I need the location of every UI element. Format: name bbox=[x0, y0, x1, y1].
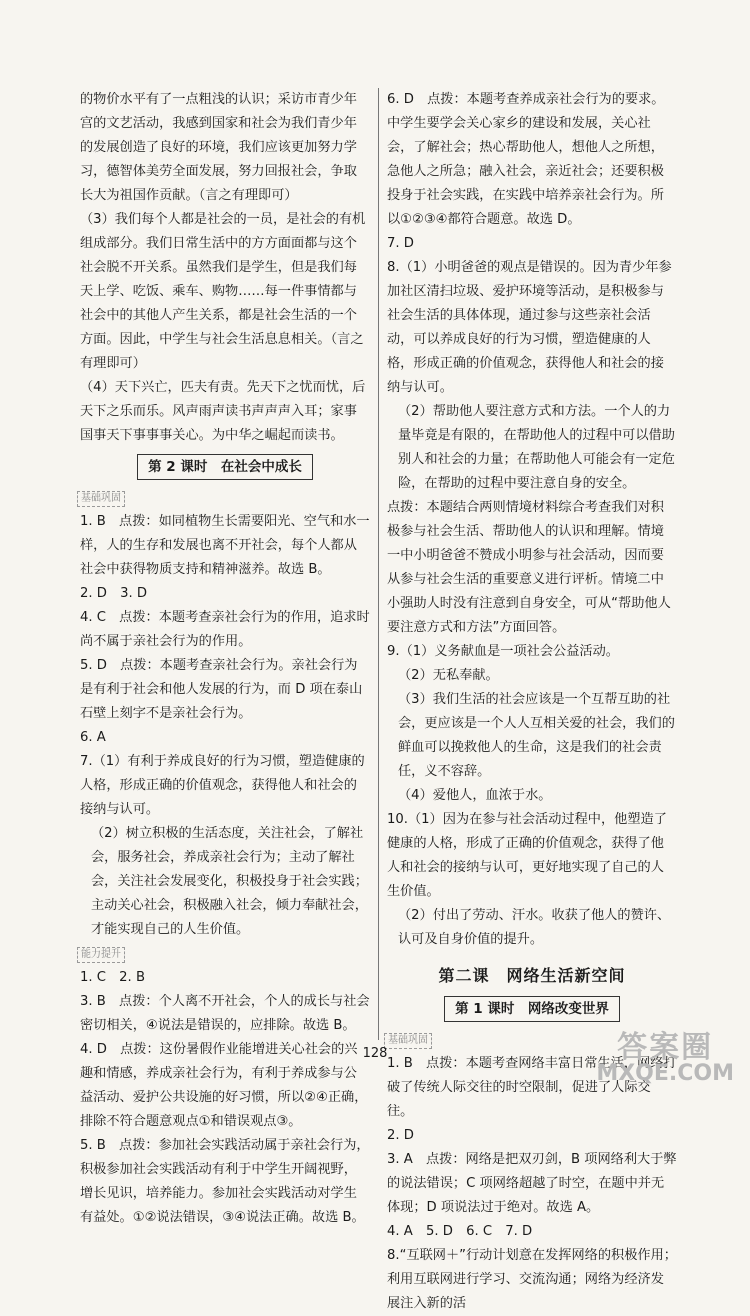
answer-item: 2. D bbox=[387, 1128, 414, 1143]
answer-item: 1. C 2. B bbox=[80, 970, 145, 985]
answer-item: 8.（1）小明爸爸的观点是错误的。因为青少年参加社区清扫垃圾、爱护环境等活动，是积极参与社会生活的具体体现，通过参与这些亲社会活动，可以养成良好的行为习惯，塑造健康的人格，形成正确的价值观念，获得他人和社会的接纳与认可。 bbox=[387, 260, 672, 395]
page-number: 128 bbox=[362, 1046, 388, 1061]
answer-note: 点拨：本题结合两则情境材料综合考查我们对积极参与社会生活、帮助他人的认识和理解。情境一中小明爸爸不赞成小明参与社会活动，因而要从参与社会生活的重要意义进行评析。情境二中小强助人时没有注意到自身安全，可从“帮助他人要注意方式和方法”方面回答。 bbox=[387, 500, 671, 635]
answer-item: 2. D 3. D bbox=[80, 586, 148, 601]
watermark-text: 答案圈 bbox=[617, 1030, 714, 1065]
answer-item: 7. D bbox=[387, 236, 414, 251]
answer-item: 8.“互联网＋”行动计划意在发挥网络的积极作用；利用互联网进行学习、交流沟通；网络为经济发展注入新的活 bbox=[387, 1248, 677, 1311]
continued-answer-3: （3）我们每个人都是社会的一员，是社会的有机组成部分。我们日常生活中的方方面面都与这个社会脱不开关系。虽然我们是学生，但是我们每天上学、吃饭、乘车、购物……每一件事情都与社会中的其他人产生关系，都是社会生活的一个方面。因此，中学生与社会生活息息相关。（言之有理即可） bbox=[80, 212, 366, 371]
answer-item: 9.（1）义务献血是一项社会公益活动。 bbox=[387, 644, 619, 659]
answer-item: 5. D 点拨：本题考查亲社会行为。亲社会行为是有利于社会和他人发展的行为，而 D 项在泰山石壁上刻字不是亲社会行为。 bbox=[80, 658, 363, 721]
answer-item: （2）帮助他人要注意方式和方法。一个人的力量毕竟是有限的，在帮助他人的过程中可以借助别人和社会的力量；在帮助他人可能会有一定危险，在帮助的过程中要注意自身的安全。 bbox=[398, 404, 675, 491]
section-tag-ability: 能力提升 bbox=[77, 947, 125, 963]
continued-answer-4: （4）天下兴亡，匹夫有责。先天下之忧而忧，后天下之乐而乐。风声雨声读书声声声入耳；家事国事天下事事事关心。为中华之崛起而读书。 bbox=[80, 380, 366, 443]
lesson-banner: 第 2 课时 在社会中成长 bbox=[80, 454, 370, 480]
answer-item: 4. A 5. D 6. C 7. D bbox=[387, 1224, 533, 1239]
answer-item: 4. C 点拨：本题考查亲社会行为的作用，追求时尚不属于亲社会行为的作用。 bbox=[80, 610, 370, 649]
continued-answer-1: 的物价水平有了一点粗浅的认识；采访市青少年宫的文艺活动，我感到国家和社会为我们青少年的发展创造了良好的环境，我们应该更加努力学习，德智体美劳全面发展，努力回报社会，争取长大为祖国作贡献。（言之有理即可） bbox=[80, 92, 357, 203]
lesson-banner: 第 1 课时 网络改变世界 bbox=[387, 996, 677, 1022]
answer-item: 10.（1）因为在参与社会活动过程中，他塑造了健康的人格，形成了正确的价值观念，获得了他人和社会的接纳与认可，更好地实现了自己的人生价值。 bbox=[387, 812, 667, 899]
answer-item: 1. B 点拨：本题考查网络丰富日常生活，网络打破了传统人际交往的时空限制，促进了人际交往。 bbox=[387, 1056, 677, 1119]
answer-item: 5. B 点拨：参加社会实践活动属于亲社会行为，积极参加社会实践活动有利于中学生开阔视野，增长见识，培养能力。参加社会实践活动对学生有益处。①②说法错误，③④说法正确。故选 B。 bbox=[80, 1138, 370, 1225]
answer-item: 4. D 点拨：这份暑假作业能增进关心社会的兴趣和情感，养成亲社会行为，有利于养成参与公益活动、爱护公共设施的好习惯，所以②④正确，排除不符合题意观点①和错误观点③。 bbox=[80, 1042, 368, 1129]
watermark-logo bbox=[596, 1030, 734, 1087]
answer-item: 7.（1）有利于养成良好的行为习惯，塑造健康的人格，形成正确的价值观念，获得他人和社会的接纳与认可。 bbox=[80, 754, 365, 817]
answer-item: （2）无私奉献。 bbox=[398, 668, 499, 683]
answer-item: 6. A bbox=[80, 730, 106, 745]
answer-item: 3. A 点拨：网络是把双刃剑，B 项网络利大于弊的说法错误；C 项网络超越了时空，在题中并无体现；D 项说法过于绝对。故选 A。 bbox=[387, 1152, 677, 1215]
answer-item: （2）树立积极的生活态度，关注社会，了解社会，服务社会，养成亲社会行为；主动了解社会，关注社会发展变化，积极投身于社会实践；主动关心社会，积极融入社会，倾力奉献社会，才能实现自己的人生价值。 bbox=[91, 826, 368, 937]
answer-item: （3）我们生活的社会应该是一个互帮互助的社会，更应该是一个人人互相关爱的社会，我们的鲜血可以挽救他人的生命，这是我们的社会责任，义不容辞。 bbox=[398, 692, 675, 779]
section-tag-basic: 基础巩固 bbox=[77, 491, 125, 507]
answer-item: 6. D 点拨：本题考查养成亲社会行为的要求。中学生要学会关心家乡的建设和发展，关心社会，了解社会；热心帮助他人，想他人之所想，急他人之所急；融入社会，亲近社会；还要积极投身于社会实践，在实践中培养亲社会行为。所以①②③④都符合题意。故选 D。 bbox=[387, 92, 665, 227]
answer-item: 3. B 点拨：个人离不开社会，个人的成长与社会密切相关，④说法是错误的，应排除。故选 B。 bbox=[80, 994, 370, 1033]
watermark-url: MXQE.COM bbox=[596, 1061, 734, 1086]
chapter-title: 第二课 网络生活新空间 bbox=[438, 966, 626, 985]
answer-item: （2）付出了劳动、汗水。收获了他人的赞许、认可及自身价值的提升。 bbox=[398, 908, 671, 947]
column-divider bbox=[378, 88, 379, 1040]
answer-item: （4）爱他人，血浓于水。 bbox=[398, 788, 552, 803]
answer-item: 1. B 点拨：如同植物生长需要阳光、空气和水一样，人的生存和发展也离不开社会，每个人都从社会中获得物质支持和精神滋养。故选 B。 bbox=[80, 514, 370, 577]
right-column bbox=[387, 88, 677, 1316]
section-tag-basic: 基础巩固 bbox=[384, 1033, 432, 1049]
